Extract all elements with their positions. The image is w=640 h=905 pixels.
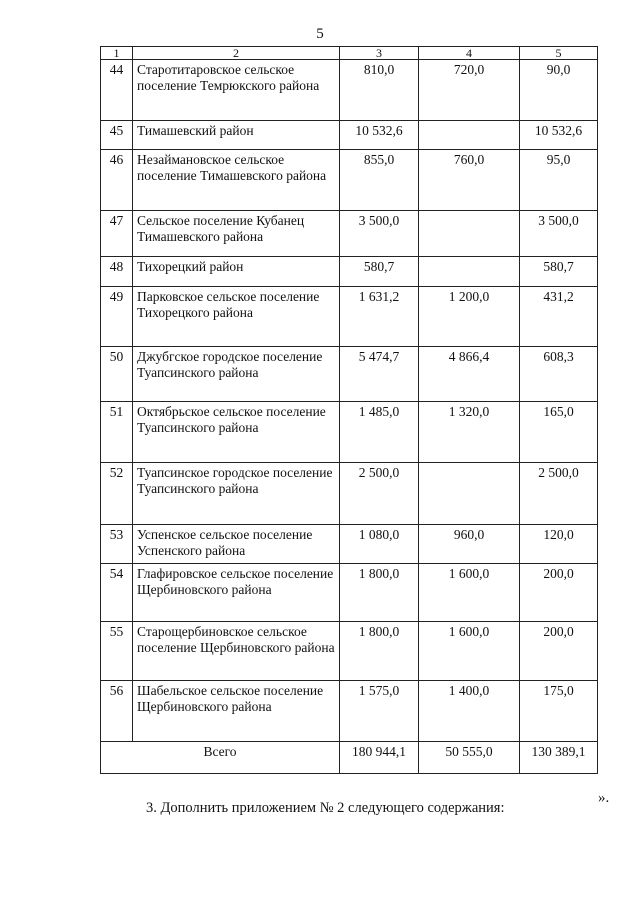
instruction-text: 3. Дополнить приложением № 2 следующего содержания: bbox=[146, 800, 505, 816]
municipality-name: Шабельское сельское поселение Щербиновского района bbox=[133, 681, 340, 742]
total-amount: 580,7 bbox=[340, 257, 419, 287]
municipality-name: Старощербиновское сельское поселение Щербиновского района bbox=[133, 622, 340, 681]
row-number: 50 bbox=[101, 347, 133, 402]
municipality-name: Успенское сельское поселение Успенского района bbox=[133, 525, 340, 564]
amount-col5: 95,0 bbox=[520, 150, 598, 211]
row-number: 55 bbox=[101, 622, 133, 681]
municipality-name: Октябрьское сельское поселение Туапсинского района bbox=[133, 402, 340, 463]
row-number: 48 bbox=[101, 257, 133, 287]
amount-col5: 200,0 bbox=[520, 622, 598, 681]
table-row bbox=[101, 347, 598, 402]
closing-quote-mark: ». bbox=[598, 790, 610, 806]
amount-col4: 1 320,0 bbox=[419, 402, 520, 463]
table-row bbox=[101, 564, 598, 622]
total-amount: 810,0 bbox=[340, 60, 419, 121]
amount-col4: 1 600,0 bbox=[419, 564, 520, 622]
total-amount: 5 474,7 bbox=[340, 347, 419, 402]
municipality-name: Незаймановское сельское поселение Тимашевского района bbox=[133, 150, 340, 211]
total-amount: 1 485,0 bbox=[340, 402, 419, 463]
row-number: 53 bbox=[101, 525, 133, 564]
amount-col5: 120,0 bbox=[520, 525, 598, 564]
amount-col5: 10 532,6 bbox=[520, 121, 598, 150]
municipality-name: Тихорецкий район bbox=[133, 257, 340, 287]
municipality-name: Тимашевский район bbox=[133, 121, 340, 150]
amount-col5: 175,0 bbox=[520, 681, 598, 742]
amount-col4 bbox=[419, 121, 520, 150]
total-amount: 10 532,6 bbox=[340, 121, 419, 150]
amount-col4 bbox=[419, 211, 520, 257]
municipality-name: Глафировское сельское поселение Щербиновского района bbox=[133, 564, 340, 622]
amount-col5: 90,0 bbox=[520, 60, 598, 121]
amount-col4: 720,0 bbox=[419, 60, 520, 121]
total-row bbox=[101, 742, 598, 774]
table-row bbox=[101, 257, 598, 287]
municipality-name: Джубгское городское поселение Туапсинского района bbox=[133, 347, 340, 402]
amount-col5: 431,2 bbox=[520, 287, 598, 347]
amount-col4: 1 600,0 bbox=[419, 622, 520, 681]
row-number: 51 bbox=[101, 402, 133, 463]
table-row bbox=[101, 525, 598, 564]
total-amount: 1 631,2 bbox=[340, 287, 419, 347]
municipality-name: Сельское поселение Кубанец Тимашевского района bbox=[133, 211, 340, 257]
row-number: 46 bbox=[101, 150, 133, 211]
column-header: 5 bbox=[520, 47, 598, 60]
page-number: 5 bbox=[316, 26, 324, 42]
column-header: 2 bbox=[133, 47, 340, 60]
total-amount: 1 800,0 bbox=[340, 564, 419, 622]
table-row bbox=[101, 402, 598, 463]
amount-col4 bbox=[419, 257, 520, 287]
total-amount: 855,0 bbox=[340, 150, 419, 211]
row-number: 52 bbox=[101, 463, 133, 525]
total-amount: 1 800,0 bbox=[340, 622, 419, 681]
table-row bbox=[101, 211, 598, 257]
row-number: 45 bbox=[101, 121, 133, 150]
table-row bbox=[101, 60, 598, 121]
grand-total-col5: 130 389,1 bbox=[520, 742, 598, 774]
table-row bbox=[101, 622, 598, 681]
amount-col5: 2 500,0 bbox=[520, 463, 598, 525]
budget-table bbox=[100, 46, 598, 774]
amount-col5: 200,0 bbox=[520, 564, 598, 622]
amount-col5: 3 500,0 bbox=[520, 211, 598, 257]
row-number: 44 bbox=[101, 60, 133, 121]
total-amount: 1 080,0 bbox=[340, 525, 419, 564]
total-amount: 2 500,0 bbox=[340, 463, 419, 525]
amount-col4 bbox=[419, 463, 520, 525]
municipality-name: Туапсинское городское поселение Туапсинского района bbox=[133, 463, 340, 525]
column-header: 4 bbox=[419, 47, 520, 60]
municipality-name: Старотитаровское сельское поселение Темрюкского района bbox=[133, 60, 340, 121]
table-row bbox=[101, 463, 598, 525]
amount-col4: 1 200,0 bbox=[419, 287, 520, 347]
table-row bbox=[101, 150, 598, 211]
row-number: 56 bbox=[101, 681, 133, 742]
grand-total-col3: 180 944,1 bbox=[340, 742, 419, 774]
table-row bbox=[101, 121, 598, 150]
table-row bbox=[101, 681, 598, 742]
amount-col5: 608,3 bbox=[520, 347, 598, 402]
total-amount: 1 575,0 bbox=[340, 681, 419, 742]
row-number: 49 bbox=[101, 287, 133, 347]
row-number: 47 bbox=[101, 211, 133, 257]
amount-col5: 580,7 bbox=[520, 257, 598, 287]
municipality-name: Парковское сельское поселение Тихорецкого района bbox=[133, 287, 340, 347]
total-label: Всего bbox=[101, 742, 340, 774]
column-header: 3 bbox=[340, 47, 419, 60]
table-header-row bbox=[101, 47, 598, 60]
amount-col4: 1 400,0 bbox=[419, 681, 520, 742]
amount-col5: 165,0 bbox=[520, 402, 598, 463]
column-header: 1 bbox=[101, 47, 133, 60]
amount-col4: 760,0 bbox=[419, 150, 520, 211]
row-number: 54 bbox=[101, 564, 133, 622]
table-row bbox=[101, 287, 598, 347]
amount-col4: 4 866,4 bbox=[419, 347, 520, 402]
grand-total-col4: 50 555,0 bbox=[419, 742, 520, 774]
total-amount: 3 500,0 bbox=[340, 211, 419, 257]
amount-col4: 960,0 bbox=[419, 525, 520, 564]
